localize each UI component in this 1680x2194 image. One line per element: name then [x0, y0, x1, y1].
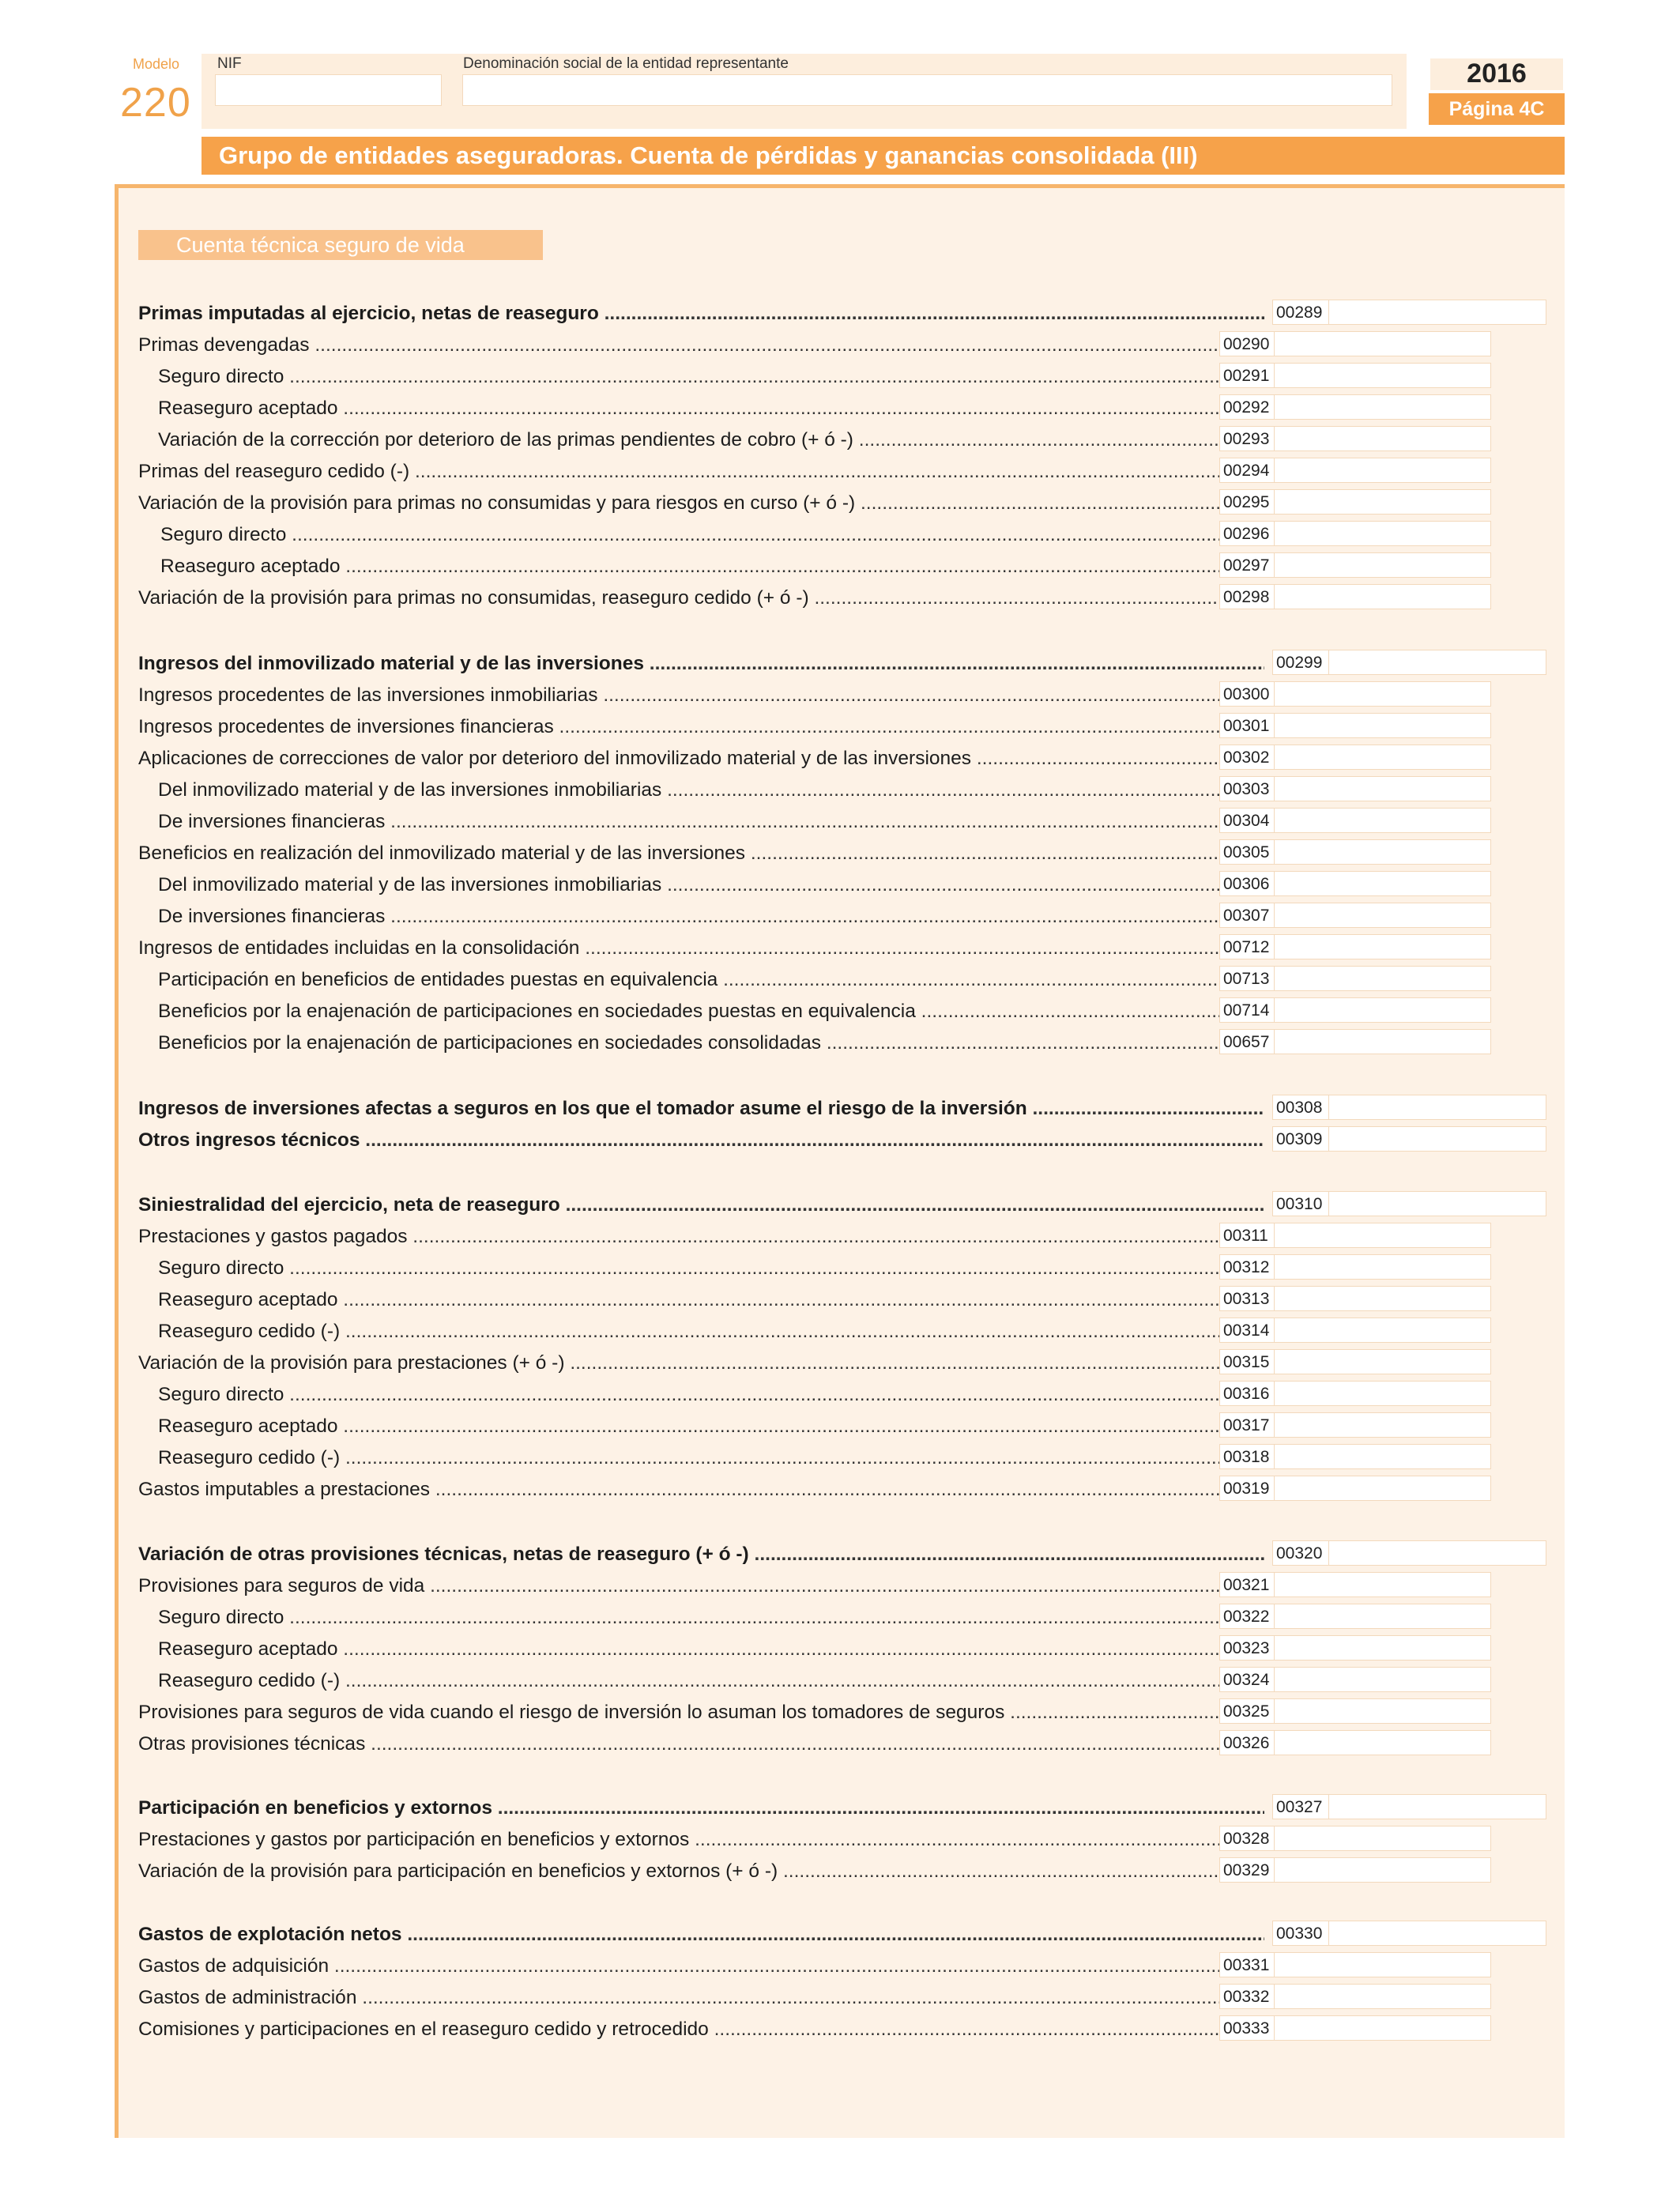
box-code: 00303: [1219, 776, 1275, 801]
form-row-00322: [138, 1602, 1491, 1630]
amount-input[interactable]: [1275, 1635, 1491, 1661]
box-code: 00713: [1219, 966, 1275, 991]
box-code: 00310: [1272, 1191, 1329, 1216]
box-code: 00324: [1219, 1667, 1275, 1692]
amount-input[interactable]: [1275, 521, 1491, 546]
amount-input[interactable]: [1275, 1444, 1491, 1469]
amount-input[interactable]: [1275, 1029, 1491, 1054]
box-code: 00306: [1219, 871, 1275, 896]
form-row-00303: [138, 775, 1491, 803]
row-label: Gastos de administración .....: [138, 1987, 1219, 2009]
form-row-00302: [138, 743, 1491, 771]
form-row-00333: [138, 2014, 1491, 2042]
form-row-00312: [138, 1253, 1491, 1281]
row-label: Gastos de adquisición .....: [138, 1955, 1219, 1977]
box-code: 00302: [1219, 745, 1275, 770]
amount-input[interactable]: [1275, 2015, 1491, 2041]
row-label: De inversiones financieras .....: [138, 906, 1219, 928]
box-code: 00312: [1219, 1254, 1275, 1280]
form-row-00292: [138, 393, 1491, 421]
amount-input[interactable]: [1329, 1794, 1546, 1819]
row-label: Reaseguro aceptado .....: [138, 556, 1219, 578]
form-row-00327: [138, 1793, 1546, 1821]
amount-input[interactable]: [1275, 1476, 1491, 1501]
amount-input[interactable]: [1275, 363, 1491, 388]
row-label: Seguro directo .....: [138, 1607, 1219, 1629]
box-code: 00305: [1219, 839, 1275, 865]
amount-input[interactable]: [1275, 808, 1491, 833]
amount-input[interactable]: [1275, 394, 1491, 420]
row-label: De inversiones financieras .....: [138, 811, 1219, 833]
amount-input[interactable]: [1275, 713, 1491, 738]
row-label: Reaseguro aceptado .....: [138, 398, 1219, 420]
row-label: Provisiones para seguros de vida cuando el riesgo de inversión lo asuman los tomadores de seguros .....: [138, 1702, 1219, 1724]
modelo-number: 220: [120, 80, 191, 126]
row-label: Otras provisiones técnicas .....: [138, 1733, 1219, 1755]
box-code: 00329: [1219, 1857, 1275, 1883]
form-row-00326: [138, 1728, 1491, 1757]
amount-input[interactable]: [1275, 1730, 1491, 1755]
row-label: Variación de otras provisiones técnicas, netas de reaseguro (+ ó -) .....: [138, 1544, 1264, 1566]
form-row-00310: [138, 1189, 1546, 1218]
row-label: Primas del reaseguro cedido (-) .....: [138, 461, 1219, 483]
form-row-00313: [138, 1284, 1491, 1313]
row-label: Prestaciones y gastos pagados .....: [138, 1226, 1219, 1248]
row-label: Ingresos del inmovilizado material y de las inversiones .....: [138, 653, 1264, 675]
row-label: Beneficios por la enajenación de participaciones en sociedades puestas en equivalencia .....: [138, 1001, 1219, 1023]
row-label: Ingresos procedentes de inversiones financieras .....: [138, 716, 1219, 738]
form-row-00714: [138, 996, 1491, 1024]
amount-input[interactable]: [1275, 1952, 1491, 1977]
amount-input[interactable]: [1275, 1381, 1491, 1406]
amount-input[interactable]: [1275, 1667, 1491, 1692]
row-label: Beneficios por la enajenación de participaciones en sociedades consolidadas .....: [138, 1032, 1219, 1054]
row-label: Aplicaciones de correcciones de valor por deterioro del inmovilizado material y de las inversiones .....: [138, 748, 1219, 770]
row-label: Prestaciones y gastos por participación en beneficios y extornos .....: [138, 1829, 1219, 1851]
form-row-00306: [138, 869, 1491, 898]
box-code: 00294: [1219, 458, 1275, 483]
amount-input[interactable]: [1275, 1286, 1491, 1311]
nif-input[interactable]: [215, 74, 442, 106]
form-row-00318: [138, 1442, 1491, 1471]
row-label: Reaseguro aceptado .....: [138, 1289, 1219, 1311]
box-code: 00308: [1272, 1095, 1329, 1120]
box-code: 00318: [1219, 1444, 1275, 1469]
form-row-00319: [138, 1474, 1491, 1502]
box-code: 00301: [1219, 713, 1275, 738]
row-label: Otros ingresos técnicos .....: [138, 1129, 1264, 1152]
form-row-00713: [138, 964, 1491, 993]
box-code: 00320: [1272, 1540, 1329, 1566]
amount-input[interactable]: [1275, 871, 1491, 896]
page-title: Grupo de entidades aseguradoras. Cuenta de pérdidas y ganancias consolidada (III): [202, 137, 1565, 175]
nif-label: NIF: [217, 55, 242, 72]
amount-input[interactable]: [1275, 1349, 1491, 1374]
form-row-00304: [138, 806, 1491, 835]
row-label: Del inmovilizado material y de las inversiones inmobiliarias .....: [138, 874, 1219, 896]
amount-input[interactable]: [1275, 458, 1491, 483]
row-label: Seguro directo .....: [138, 1257, 1219, 1280]
box-code: 00314: [1219, 1318, 1275, 1343]
box-code: 00295: [1219, 489, 1275, 515]
form-row-00290: [138, 330, 1491, 358]
form-row-00332: [138, 1982, 1491, 2011]
amount-input[interactable]: [1275, 552, 1491, 578]
amount-input[interactable]: [1275, 331, 1491, 356]
form-row-00329: [138, 1856, 1491, 1884]
amount-input[interactable]: [1275, 934, 1491, 959]
row-label: Primas imputadas al ejercicio, netas de reaseguro .....: [138, 303, 1264, 325]
row-label: Gastos de explotación netos .....: [138, 1924, 1264, 1946]
row-label: Comisiones y participaciones en el reaseguro cedido y retrocedido .....: [138, 2019, 1219, 2041]
section-tab: Cuenta técnica seguro de vida: [138, 230, 543, 260]
row-label: Del inmovilizado material y de las inversiones inmobiliarias .....: [138, 779, 1219, 801]
amount-input[interactable]: [1275, 681, 1491, 707]
year-label: 2016: [1430, 58, 1563, 90]
box-code: 00325: [1219, 1698, 1275, 1724]
amount-input[interactable]: [1275, 776, 1491, 801]
denominacion-input[interactable]: [462, 74, 1392, 106]
amount-input[interactable]: [1275, 903, 1491, 928]
row-label: Reaseguro cedido (-) .....: [138, 1670, 1219, 1692]
form-row-00712: [138, 933, 1491, 961]
amount-input[interactable]: [1275, 1984, 1491, 2009]
form-row-00291: [138, 361, 1491, 390]
row-label: Variación de la provisión para participación en beneficios y extornos (+ ó -) .....: [138, 1860, 1219, 1883]
form-row-00324: [138, 1665, 1491, 1694]
form-row-00317: [138, 1411, 1491, 1439]
amount-input[interactable]: [1275, 1857, 1491, 1883]
amount-input[interactable]: [1275, 1572, 1491, 1597]
row-label: Siniestralidad del ejercicio, neta de reaseguro .....: [138, 1194, 1264, 1216]
amount-input[interactable]: [1275, 489, 1491, 515]
box-code: 00331: [1219, 1952, 1275, 1977]
box-code: 00333: [1219, 2015, 1275, 2041]
box-code: 00315: [1219, 1349, 1275, 1374]
row-label: Gastos imputables a prestaciones .....: [138, 1479, 1219, 1501]
form-row-00311: [138, 1221, 1491, 1250]
form-row-00328: [138, 1824, 1491, 1853]
amount-input[interactable]: [1275, 1698, 1491, 1724]
form-row-00294: [138, 456, 1491, 484]
form-row-00307: [138, 901, 1491, 929]
box-code: 00327: [1272, 1794, 1329, 1819]
form-row-00293: [138, 424, 1491, 453]
amount-input[interactable]: [1329, 1540, 1546, 1566]
box-code: 00319: [1219, 1476, 1275, 1501]
row-label: Participación en beneficios y extornos .....: [138, 1797, 1264, 1819]
form-row-00299: [138, 648, 1546, 677]
row-label: Reaseguro cedido (-) .....: [138, 1321, 1219, 1343]
box-code: 00714: [1219, 997, 1275, 1023]
amount-input[interactable]: [1329, 1921, 1546, 1946]
form-row-00325: [138, 1697, 1491, 1725]
box-code: 00323: [1219, 1635, 1275, 1661]
row-label: Beneficios en realización del inmovilizado material y de las inversiones .....: [138, 843, 1219, 865]
box-code: 00322: [1219, 1604, 1275, 1629]
amount-input[interactable]: [1329, 650, 1546, 675]
amount-input[interactable]: [1329, 1191, 1546, 1216]
form-row-00301: [138, 711, 1491, 740]
box-code: 00307: [1219, 903, 1275, 928]
row-label: Reaseguro cedido (-) .....: [138, 1447, 1219, 1469]
page-badge: Página 4C: [1429, 93, 1565, 125]
amount-input[interactable]: [1275, 839, 1491, 865]
box-code: 00330: [1272, 1921, 1329, 1946]
amount-input[interactable]: [1275, 966, 1491, 991]
box-code: 00300: [1219, 681, 1275, 707]
form-row-00320: [138, 1539, 1546, 1567]
form-row-00321: [138, 1570, 1491, 1599]
form-row-00289: [138, 298, 1546, 326]
form-row-00295: [138, 488, 1491, 516]
row-label: Provisiones para seguros de vida .....: [138, 1575, 1219, 1597]
amount-input[interactable]: [1275, 997, 1491, 1023]
row-label: Ingresos de inversiones afectas a seguros en los que el tomador asume el riesgo de la inversión .....: [138, 1098, 1264, 1120]
form-row-00300: [138, 680, 1491, 708]
amount-input[interactable]: [1275, 1254, 1491, 1280]
denominacion-label: Denominación social de la entidad representante: [463, 55, 789, 72]
row-label: Seguro directo .....: [138, 366, 1219, 388]
form-row-00657: [138, 1027, 1491, 1056]
row-label: Participación en beneficios de entidades puestas en equivalencia .....: [138, 969, 1219, 991]
form-row-00331: [138, 1951, 1491, 1979]
row-label: Variación de la provisión para primas no consumidas, reaseguro cedido (+ ó -) .....: [138, 587, 1219, 609]
box-code: 00291: [1219, 363, 1275, 388]
box-code: 00298: [1219, 584, 1275, 609]
box-code: 00296: [1219, 521, 1275, 546]
form-row-00314: [138, 1316, 1491, 1344]
box-code: 00328: [1219, 1826, 1275, 1851]
modelo-label: Modelo: [133, 56, 180, 72]
box-code: 00292: [1219, 394, 1275, 420]
form-row-00323: [138, 1634, 1491, 1662]
row-label: Reaseguro aceptado .....: [138, 1638, 1219, 1661]
amount-input[interactable]: [1275, 1223, 1491, 1248]
box-code: 00293: [1219, 426, 1275, 451]
row-label: Ingresos de entidades incluidas en la consolidación .....: [138, 937, 1219, 959]
amount-input[interactable]: [1275, 584, 1491, 609]
box-code: 00299: [1272, 650, 1329, 675]
box-code: 00657: [1219, 1029, 1275, 1054]
box-code: 00311: [1219, 1223, 1275, 1248]
amount-input[interactable]: [1329, 1126, 1546, 1152]
box-code: 00290: [1219, 331, 1275, 356]
box-code: 00316: [1219, 1381, 1275, 1406]
form-row-00297: [138, 551, 1491, 579]
row-label: Variación de la provisión para prestaciones (+ ó -) .....: [138, 1352, 1219, 1374]
row-label: Ingresos procedentes de las inversiones inmobiliarias .....: [138, 684, 1219, 707]
form-row-00308: [138, 1093, 1546, 1122]
amount-input[interactable]: [1275, 745, 1491, 770]
row-label: Seguro directo .....: [138, 524, 1219, 546]
box-code: 00321: [1219, 1572, 1275, 1597]
form-row-00298: [138, 582, 1491, 611]
box-code: 00332: [1219, 1984, 1275, 2009]
amount-input[interactable]: [1329, 1095, 1546, 1120]
box-code: 00289: [1272, 300, 1329, 325]
amount-input[interactable]: [1329, 300, 1546, 325]
box-code: 00712: [1219, 934, 1275, 959]
row-label: Variación de la corrección por deterioro de las primas pendientes de cobro (+ ó -) .....: [138, 429, 1219, 451]
amount-input[interactable]: [1275, 1412, 1491, 1438]
form-row-00316: [138, 1379, 1491, 1408]
row-label: Variación de la provisión para primas no consumidas y para riesgos en curso (+ ó -) .....: [138, 492, 1219, 515]
box-code: 00326: [1219, 1730, 1275, 1755]
amount-input[interactable]: [1275, 426, 1491, 451]
form-row-00330: [138, 1919, 1546, 1947]
amount-input[interactable]: [1275, 1318, 1491, 1343]
box-code: 00309: [1272, 1126, 1329, 1152]
box-code: 00297: [1219, 552, 1275, 578]
form-row-00309: [138, 1125, 1546, 1153]
form-row-00296: [138, 519, 1491, 548]
row-label: Reaseguro aceptado .....: [138, 1416, 1219, 1438]
box-code: 00317: [1219, 1412, 1275, 1438]
row-label: Seguro directo .....: [138, 1384, 1219, 1406]
form-row-00305: [138, 838, 1491, 866]
form-row-00315: [138, 1348, 1491, 1376]
box-code: 00313: [1219, 1286, 1275, 1311]
row-label: Primas devengadas .....: [138, 334, 1219, 356]
box-code: 00304: [1219, 808, 1275, 833]
amount-input[interactable]: [1275, 1604, 1491, 1629]
amount-input[interactable]: [1275, 1826, 1491, 1851]
